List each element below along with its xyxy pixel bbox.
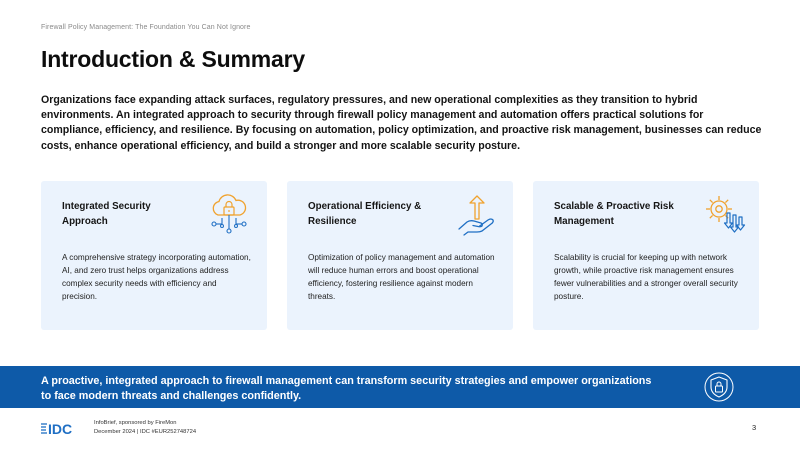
card-title: Integrated Security Approach bbox=[62, 201, 151, 227]
hand-growth-arrow-icon bbox=[455, 193, 499, 237]
footer-line-date: December 2024 | IDC #EUR252748724 bbox=[94, 429, 197, 435]
card-scalable-risk bbox=[533, 181, 759, 330]
summary-banner bbox=[0, 366, 800, 408]
summary-cards bbox=[41, 181, 758, 330]
card-title: Operational Efficiency & Resilience bbox=[308, 201, 422, 227]
logo-text: IDC bbox=[48, 421, 73, 436]
footer bbox=[0, 414, 800, 450]
card-title: Scalable & Proactive Risk Management bbox=[554, 201, 674, 227]
card-integrated-security bbox=[41, 181, 267, 330]
card-operational-efficiency bbox=[287, 181, 513, 330]
intro-paragraph: Organizations face expanding attack surfaces, regulatory pressures, and new operational complexities as they transition to hybrid environments. An integrated approach to security through firewall policy management and automation offers practical solutions for compliance, efficiency, and resilience. By focusing on automation, policy optimization, and proactive risk management, businesses can reduce costs, enhance operational efficiency, and build a stronger and more scalable security posture. bbox=[41, 94, 762, 152]
banner-text: A proactive, integrated approach to firewall management can transform security strategies and empower organizations to face modern threats and challenges confidently. bbox=[41, 375, 652, 402]
card-body: A comprehensive strategy incorporating automation, AI, and zero trust helps organizations address complex security needs with efficiency and precision. bbox=[62, 253, 251, 301]
shield-lock-icon bbox=[704, 372, 734, 402]
footer-info bbox=[94, 419, 196, 437]
running-head: Firewall Policy Management: The Foundation You Can Not Ignore bbox=[41, 24, 251, 31]
cloud-lock-network-icon bbox=[207, 193, 251, 237]
idc-logo bbox=[41, 420, 85, 436]
card-body: Scalability is crucial for keeping up with network growth, while proactive risk management ensures fewer vulnerabilities and a stronger overall security posture. bbox=[554, 253, 738, 301]
gear-scale-arrows-icon bbox=[703, 193, 747, 237]
footer-line-sponsor: InfoBrief, sponsored by FireMon bbox=[94, 420, 177, 426]
card-body: Optimization of policy management and automation will reduce human errors and boost operational efficiency, fostering resilience against modern threats. bbox=[308, 253, 495, 301]
page-number: 3 bbox=[752, 423, 757, 432]
page-title: Introduction & Summary bbox=[41, 46, 305, 72]
